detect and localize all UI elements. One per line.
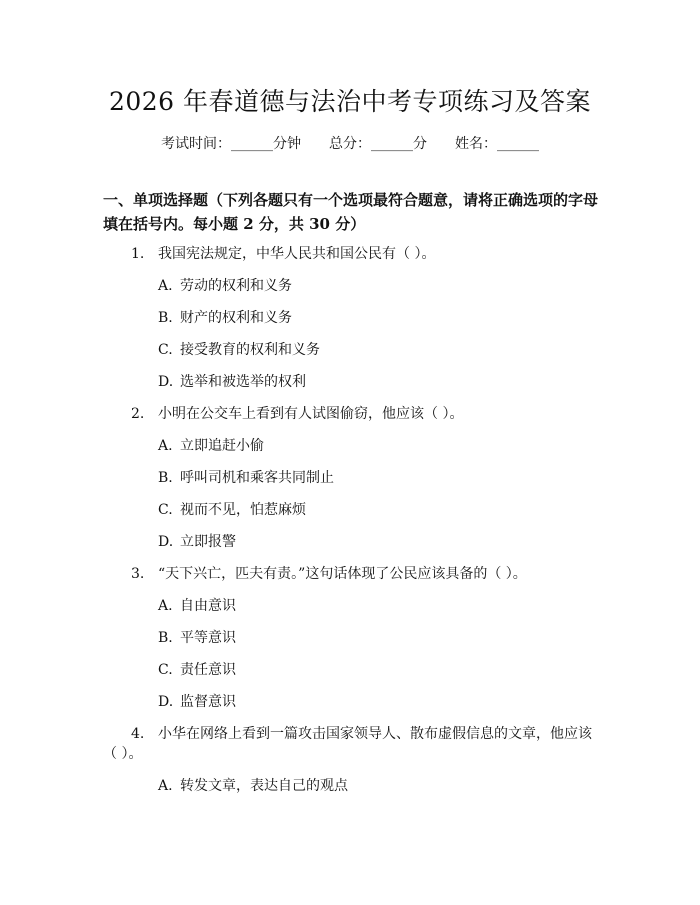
question-number: 2. [131,406,145,422]
option-1a [158,276,292,296]
page-title: 2026 年春道德与法治中考专项练习及答案 [108,87,592,116]
option-letter: C. [158,662,173,678]
option-letter: D. [158,534,174,550]
question-number: 4. [131,726,145,742]
question-1 [131,244,435,264]
option-letter: B. [158,470,173,486]
option-letter: B. [158,310,173,326]
option-1b [158,308,292,328]
option-2a [158,436,264,456]
option-4a [158,776,348,796]
option-text: 接受教育的权利和义务 [180,342,320,358]
question-number: 3. [131,566,145,582]
question-2 [131,404,463,424]
option-letter: C. [158,502,173,518]
option-text: 平等意识 [180,630,236,646]
option-text: 自由意识 [180,598,236,614]
question-text: 小明在公交车上看到有人试图偷窃，他应该（ ）。 [158,406,464,422]
exam-meta [0,133,700,153]
question-4-continued: （ ）。 [103,746,143,762]
option-2d [158,532,236,552]
option-letter: C. [158,342,173,358]
option-text: 选举和被选举的权利 [180,374,306,390]
option-letter: B. [158,630,173,646]
option-1c [158,340,320,360]
question-text: 我国宪法规定，中华人民共和国公民有（ ）。 [158,246,436,262]
option-letter: D. [158,694,174,710]
option-letter: A. [158,438,173,454]
option-2c [158,500,306,520]
exam-score: 总分：______分 [329,136,427,152]
option-2b [158,468,334,488]
option-letter: A. [158,598,173,614]
option-text: 立即追赶小偷 [180,438,264,454]
question-text: 小华在网络上看到一篇攻击国家领导人、散布虚假信息的文章，他应该 [158,726,592,742]
option-text: 监督意识 [180,694,236,710]
option-text: 立即报警 [180,534,236,550]
option-text: 转发文章，表达自己的观点 [180,778,348,794]
section-heading: 一、单项选择题（下列各题只有一个选项最符合题意，请将正确选项的字母填在括号内。每小题 2 分，共 30 分） [103,191,599,233]
option-text: 劳动的权利和义务 [180,278,292,294]
option-1d [158,372,306,392]
option-letter: A. [158,778,173,794]
question-number: 1. [131,246,145,262]
exam-time: 考试时间：______分钟 [161,136,301,152]
option-3d [158,692,236,712]
question-4 [131,724,592,744]
option-text: 财产的权利和义务 [180,310,292,326]
question-text: “天下兴亡，匹夫有责。”这句话体现了公民应该具备的（ ）。 [158,566,527,582]
option-3a [158,596,236,616]
option-3b [158,628,236,648]
option-3c [158,660,236,680]
option-text: 责任意识 [180,662,236,678]
option-letter: D. [158,374,174,390]
option-text: 呼叫司机和乘客共同制止 [180,470,334,486]
student-name: 姓名：______ [455,136,539,152]
option-text: 视而不见，怕惹麻烦 [180,502,306,518]
question-3 [131,564,527,584]
option-letter: A. [158,278,173,294]
